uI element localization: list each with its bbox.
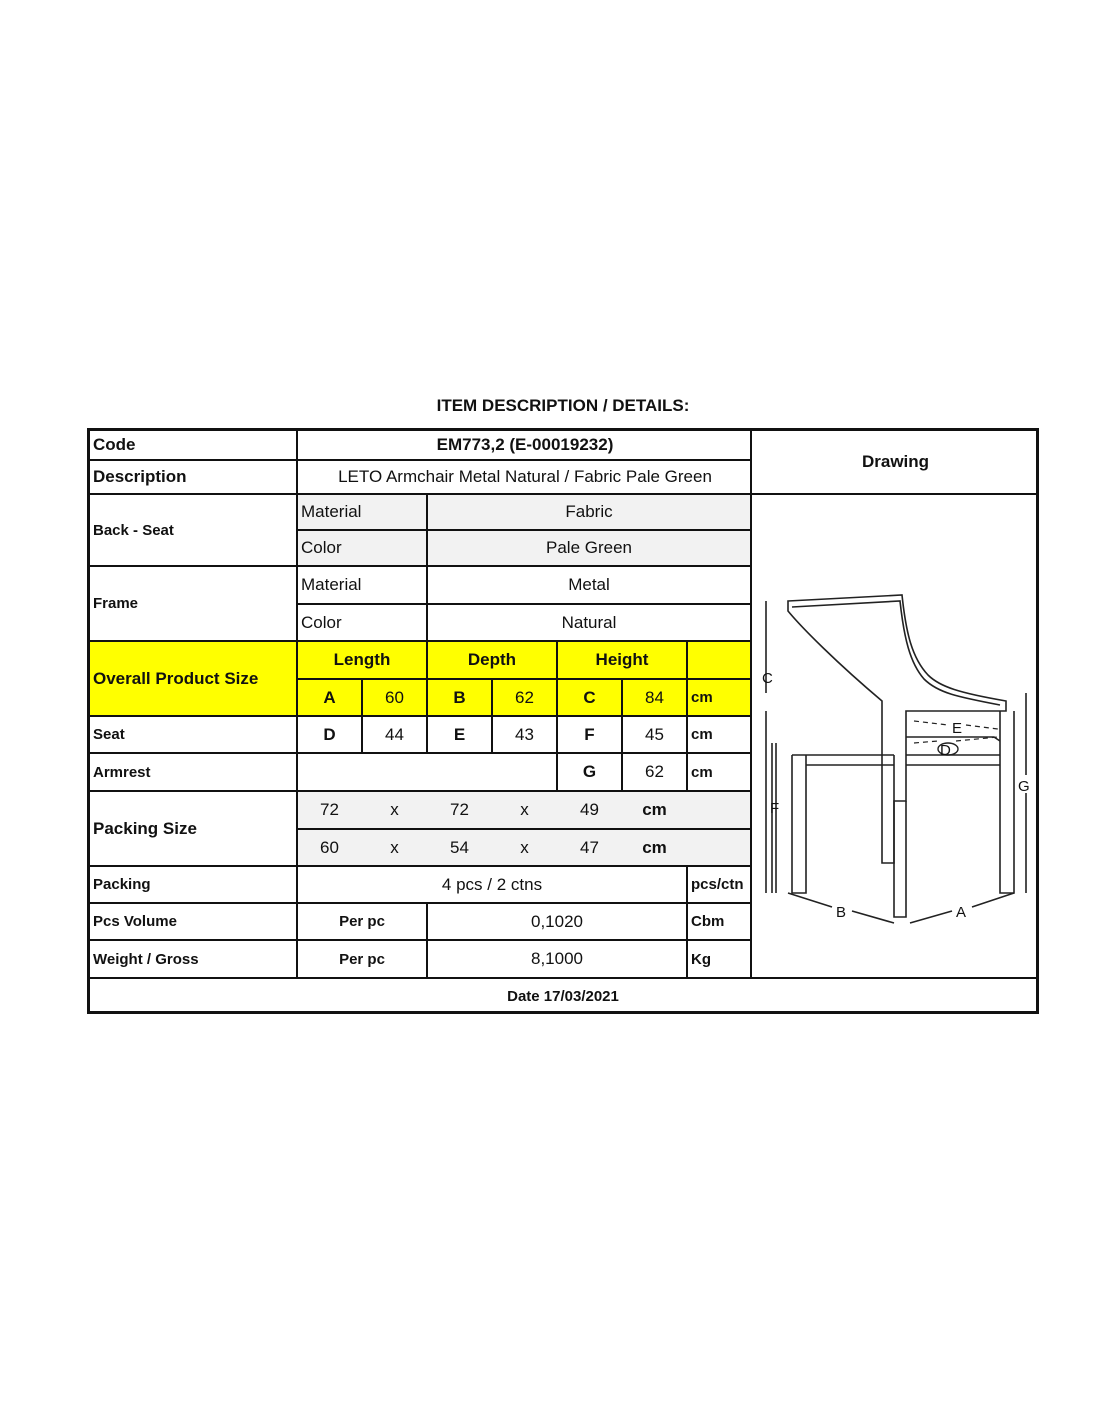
drawing-letter-f: F — [770, 800, 780, 817]
description-label: Description — [93, 467, 187, 486]
dim-f-label: F — [584, 724, 595, 744]
armrest-label: Armrest — [93, 763, 151, 781]
packing-row1-width: 72 — [450, 800, 469, 819]
dim-f-value: 45 — [645, 724, 664, 744]
drawing-letter-c: C — [762, 670, 773, 687]
weight-label: Weight / Gross — [93, 950, 199, 968]
dim-e-value: 43 — [515, 724, 534, 744]
pcs-volume-per: Per pc — [339, 913, 385, 930]
armchair-drawing — [752, 493, 1039, 977]
dim-e-label: E — [453, 724, 466, 744]
page-title: ITEM DESCRIPTION / DETAILS: — [436, 396, 690, 415]
packing-row2-unit: cm — [642, 837, 667, 857]
packing-unit: pcs/ctn — [691, 876, 744, 893]
back-seat-material-label: Material — [301, 502, 362, 521]
height-label: Height — [595, 650, 649, 669]
code-value: EM773,2 (E-00019232) — [436, 435, 614, 454]
drawing-letter-e: E — [952, 720, 963, 737]
pcs-volume-unit: Cbm — [691, 913, 725, 930]
back-seat-color: Pale Green — [546, 538, 632, 557]
packing-size-label: Packing Size — [93, 818, 197, 838]
packing-label: Packing — [93, 876, 151, 893]
pcs-volume-label: Pcs Volume — [93, 913, 177, 930]
frame-color-label: Color — [301, 612, 342, 632]
pcs-volume-value: 0,1020 — [531, 911, 583, 931]
frame-material-label: Material — [301, 575, 362, 594]
dim-a-label: A — [323, 687, 336, 707]
drawing-label: Drawing — [861, 452, 930, 471]
packing-row1-x2: x — [520, 800, 529, 819]
dim-g-label: G — [582, 762, 597, 781]
packing-value: 4 pcs / 2 ctns — [441, 874, 543, 894]
dim-a-value: 60 — [385, 687, 404, 707]
drawing-letter-b: B — [836, 904, 847, 921]
overall-unit: cm — [691, 689, 713, 706]
drawing-letter-d: D — [940, 742, 951, 759]
back-seat-material: Fabric — [565, 502, 613, 521]
frame-color: Natural — [561, 612, 617, 632]
seat-unit: cm — [691, 726, 713, 743]
overall-size-label: Overall Product Size — [93, 668, 259, 688]
armrest-unit: cm — [691, 763, 713, 781]
packing-row1-length: 72 — [320, 800, 339, 819]
back-seat-label: Back - Seat — [93, 521, 174, 539]
back-seat-color-label: Color — [301, 538, 342, 557]
seat-label: Seat — [93, 726, 125, 743]
packing-row1-unit: cm — [642, 800, 667, 819]
dim-d-value: 44 — [385, 724, 404, 744]
dim-c-label: C — [583, 687, 596, 707]
drawing-letter-g: G — [1018, 778, 1030, 795]
code-label: Code — [93, 435, 136, 454]
drawing-letter-a: A — [956, 904, 967, 921]
date-footer: Date 17/03/2021 — [507, 988, 619, 1005]
weight-unit: Kg — [691, 950, 711, 968]
packing-row1-height: 49 — [580, 800, 599, 819]
dim-b-label: B — [453, 687, 466, 707]
dim-c-value: 84 — [645, 687, 664, 707]
depth-label: Depth — [467, 650, 517, 669]
length-label: Length — [333, 650, 391, 669]
packing-row2-width: 54 — [450, 837, 469, 857]
packing-row2-x2: x — [520, 837, 529, 857]
weight-per: Per pc — [339, 950, 385, 968]
description-value: LETO Armchair Metal Natural / Fabric Pale Green — [338, 467, 712, 486]
weight-value: 8,1000 — [531, 949, 583, 968]
dim-g-value: 62 — [645, 762, 664, 781]
packing-row1-x1: x — [390, 800, 399, 819]
packing-row2-height: 47 — [580, 837, 599, 857]
packing-row2-x1: x — [390, 837, 399, 857]
dim-b-value: 62 — [515, 687, 534, 707]
frame-material: Metal — [568, 575, 610, 594]
frame-label: Frame — [93, 595, 139, 612]
spec-sheet — [87, 428, 1039, 1014]
dim-d-label: D — [323, 724, 336, 744]
packing-row2-length: 60 — [320, 837, 339, 857]
